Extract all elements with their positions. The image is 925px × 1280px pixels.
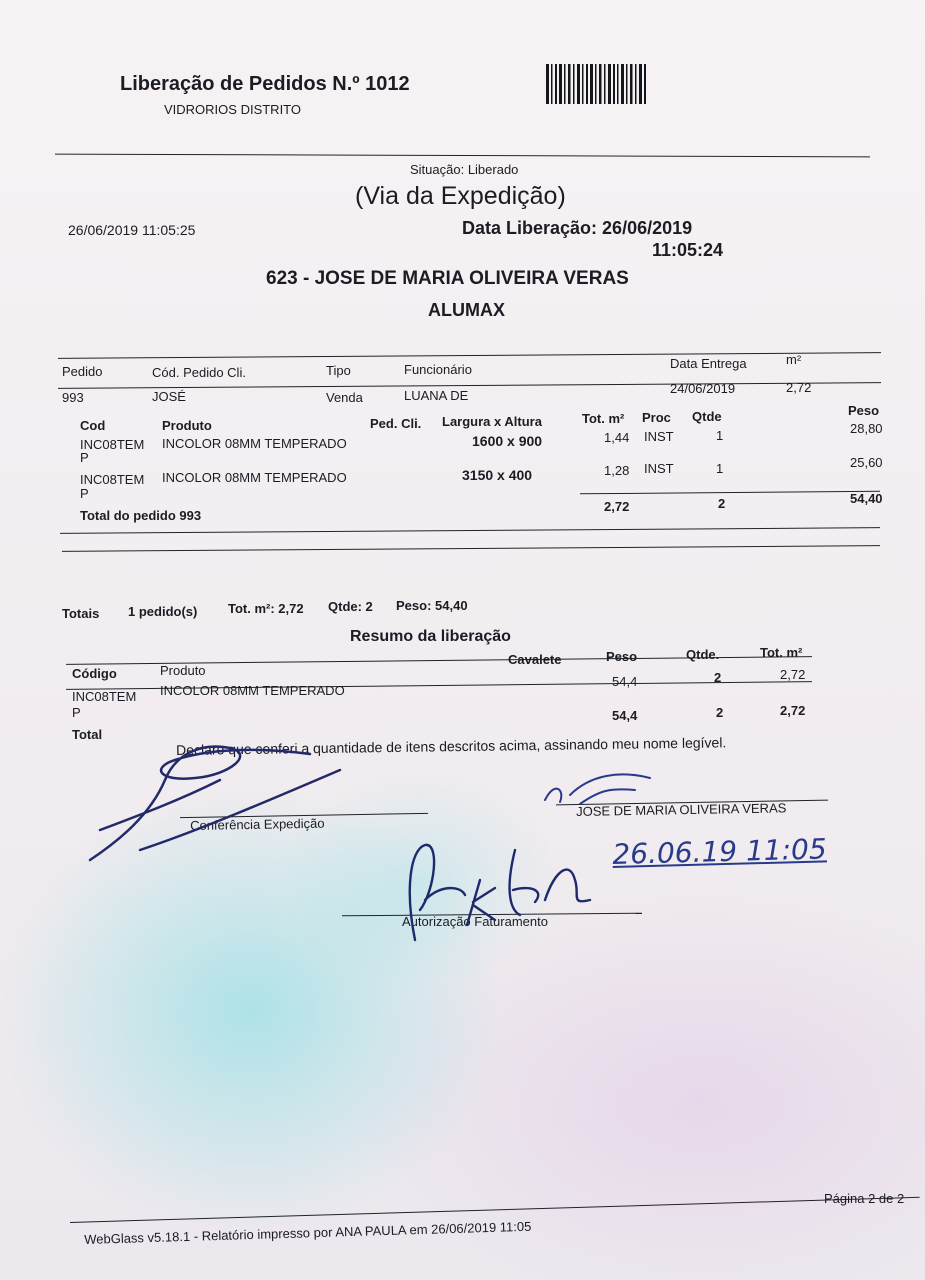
resumo-produto: INCOLOR 08MM TEMPERADO [160,683,345,698]
total-pedido-m2: 2,72 [604,499,630,514]
resumo-title: Resumo da liberação [350,628,511,645]
resumo-total-peso: 54,4 [612,708,638,723]
divider [60,527,880,534]
total-pedido-peso: 54,40 [850,491,883,506]
item-cod: INC08TEM [80,472,145,487]
resumo-col-cavalete: Cavalete [508,652,562,667]
col-cod: Cod [80,418,106,433]
resumo-codigo-suffix: P [72,705,81,720]
divider [55,154,870,158]
print-datetime: 26/06/2019 11:05:25 [68,222,196,238]
col-largura-altura: Largura x Altura [442,414,542,429]
via-label: (Via da Expedição) [355,182,566,210]
item-proc: INST [644,461,674,476]
divider [58,382,881,389]
item-cod-suffix: P [80,486,89,501]
totais-label: Totais [62,606,100,621]
divider [62,545,880,552]
totais-pedidos: 1 pedido(s) [128,604,198,619]
item-proc: INST [644,429,674,444]
col-produto: Produto [162,418,212,433]
situacao-label: Situação: Liberado [410,162,519,177]
total-pedido-label: Total do pedido 993 [80,508,202,523]
item-tot-m2: 1,28 [604,463,630,478]
data-liberacao: Data Liberação: 26/06/2019 [462,218,693,238]
resumo-col-peso: Peso [606,649,638,664]
data-liberacao-time: 11:05:24 [652,240,724,260]
col-funcionario: Funcionário [404,362,472,377]
client-signature-name: JOSE DE MARIA OLIVEIRA VERAS [576,800,787,819]
resumo-qtde: 2 [714,670,722,685]
item-cod: INC08TEM [80,437,145,452]
company-name: VIDRORIOS DISTRITO [164,102,301,117]
funcionario-value: LUANA DE [404,388,469,403]
totais-qtde: Qtde: 2 [328,599,373,614]
item-peso: 28,80 [850,421,883,436]
divider [580,491,880,495]
cod-pedido-cli-value: JOSÉ [152,389,186,404]
m2-value: 2,72 [786,380,812,395]
data-entrega-value: 24/06/2019 [670,381,736,396]
col-tot-m2: Tot. m² [582,411,625,426]
document-title: Liberação de Pedidos N.º 1012 [120,73,410,95]
resumo-total-label: Total [72,727,103,742]
item-dims: 1600 x 900 [472,433,543,449]
resumo-col-tot-m2: Tot. m² [760,645,803,660]
item-produto: INCOLOR 08MM TEMPERADO [162,436,347,451]
col-pedido: Pedido [62,364,103,379]
handwritten-date: 26.06.19 11:05 [612,832,828,871]
col-peso: Peso [848,403,880,418]
item-produto: INCOLOR 08MM TEMPERADO [162,470,347,485]
conferencia-label: Conferência Expedição [190,815,325,833]
autorizacao-label: Autorização Faturamento [402,914,548,929]
barcode-icon [546,64,646,104]
resumo-total-tot-m2: 2,72 [780,703,806,718]
item-tot-m2: 1,44 [604,430,630,445]
declaration-text: Declaro que conferi a quantidade de itens descritos acima, assinando meu nome legível. [176,734,727,758]
col-qtde: Qtde [692,409,722,424]
tipo-value: Venda [326,390,363,405]
page-number: Página 2 de 2 [824,1191,905,1206]
resumo-total-qtde: 2 [716,705,724,720]
resumo-tot-m2: 2,72 [780,667,806,682]
item-qtde: 1 [716,461,724,476]
col-data-entrega: Data Entrega [670,356,747,371]
divider [58,352,881,359]
col-cod-pedido-cli: Cód. Pedido Cli. [152,365,246,380]
pedido-value: 993 [62,390,84,405]
item-peso: 25,60 [850,455,883,470]
resumo-peso: 54,4 [612,674,638,689]
client-subtitle: ALUMAX [428,300,505,320]
item-qtde: 1 [716,428,724,443]
total-pedido-qtde: 2 [718,496,726,511]
client-name: 623 - JOSE DE MARIA OLIVEIRA VERAS [266,268,629,289]
totais-peso: Peso: 54,40 [396,598,468,613]
resumo-col-codigo: Código [72,666,117,681]
resumo-col-qtde: Qtde. [686,647,720,662]
resumo-codigo: INC08TEM [72,689,137,704]
item-cod-suffix: P [80,450,89,465]
col-proc: Proc [642,410,671,425]
col-ped-cli: Ped. Cli. [370,416,422,431]
signature-autorizacao-icon [395,830,615,950]
totais-m2: Tot. m²: 2,72 [228,601,304,616]
footer-report-info: WebGlass v5.18.1 - Relatório impresso por ANA PAULA em 26/06/2019 11:05 [84,1218,532,1247]
col-m2: m² [786,352,802,367]
resumo-col-produto: Produto [160,663,206,678]
col-tipo: Tipo [326,363,351,378]
item-dims: 3150 x 400 [462,467,533,483]
